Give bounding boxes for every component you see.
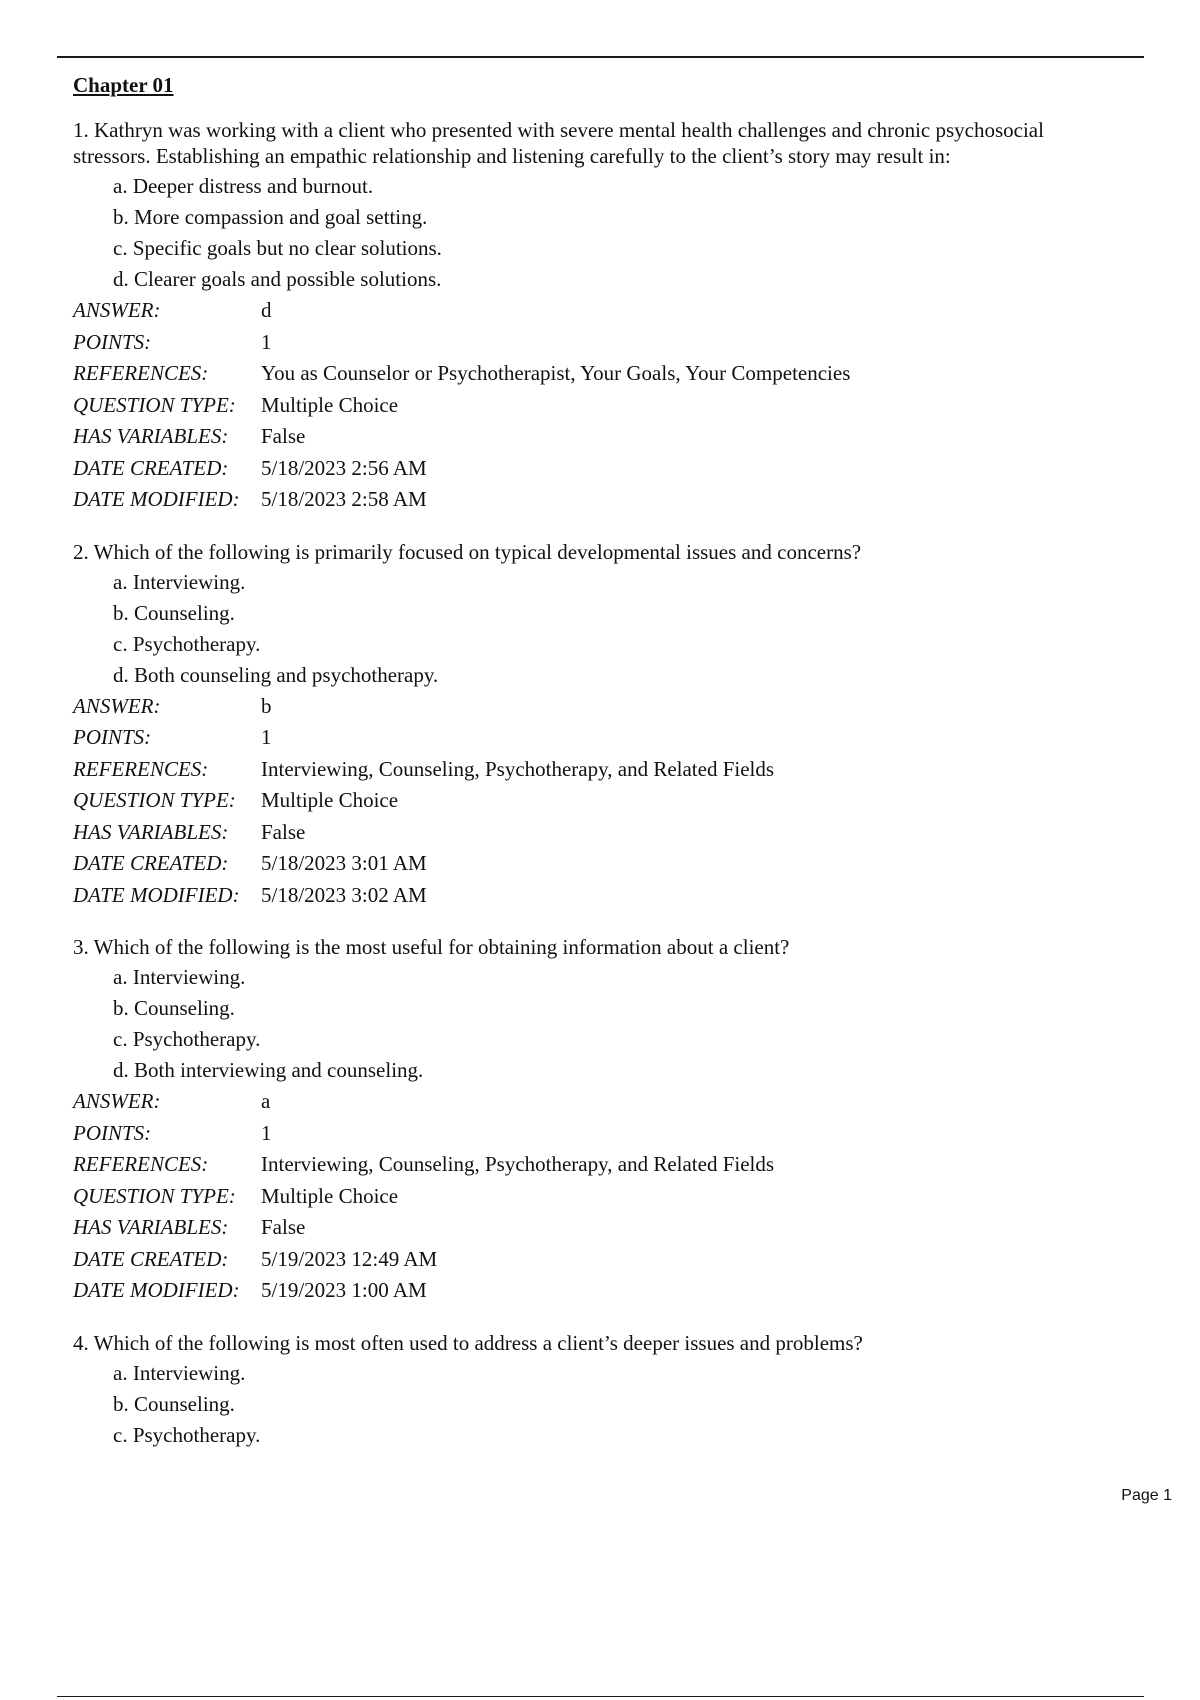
points-row <box>73 327 1113 359</box>
has-variables-label: HAS VARIABLES: <box>73 1215 229 1239</box>
points-value: 1 <box>261 1120 272 1145</box>
points-row <box>73 722 1113 754</box>
date-created-row <box>73 453 1113 485</box>
has-variables-value: False <box>261 1215 306 1239</box>
question-4 <box>73 1330 1113 1451</box>
question-stem: 3. Which of the following is the most useful for obtaining information about a client? <box>73 935 790 959</box>
date-modified-value: 5/18/2023 2:58 AM <box>261 487 427 511</box>
choice-c: c. Psychotherapy. <box>113 631 261 656</box>
has-variables-row <box>73 1212 1113 1244</box>
question-type-label: QUESTION TYPE: <box>73 392 236 417</box>
page-number: Page 1 <box>1121 1487 1172 1504</box>
date-modified-value: 5/19/2023 1:00 AM <box>261 1278 427 1302</box>
references-label: REFERENCES: <box>73 756 209 781</box>
answer-label: ANSWER: <box>73 298 161 322</box>
references-value: Interviewing, Counseling, Psychotherapy, and Related Fields <box>261 756 775 781</box>
question-stem: 2. Which of the following is primarily focused on typical developmental issues and concerns? <box>73 539 862 564</box>
date-created-label: DATE CREATED: <box>73 455 229 480</box>
choice-b: b. Counseling. <box>113 996 235 1020</box>
bottom-rule <box>57 1696 1144 1697</box>
question-type-row <box>73 785 1113 817</box>
answer-row <box>73 1086 1113 1118</box>
question-type-row <box>73 390 1113 422</box>
question-2 <box>73 539 1113 912</box>
question-1 <box>73 117 1113 516</box>
date-modified-row <box>73 880 1113 912</box>
has-variables-value: False <box>261 819 306 844</box>
choice-c: c. Psychotherapy. <box>113 1422 261 1447</box>
choice-a: a. Interviewing. <box>113 569 246 594</box>
question-type-value: Multiple Choice <box>261 1183 399 1208</box>
choice-list <box>73 171 1113 295</box>
date-created-label: DATE CREATED: <box>73 851 229 875</box>
question-type-label: QUESTION TYPE: <box>73 1183 236 1208</box>
points-label: POINTS: <box>73 329 152 354</box>
choice-d: d. Both counseling and psychotherapy. <box>113 662 439 687</box>
choice-c: c. Specific goals but no clear solutions. <box>113 236 442 260</box>
references-row <box>73 358 1113 390</box>
answer-value: b <box>261 693 272 718</box>
references-label: REFERENCES: <box>73 1152 209 1176</box>
has-variables-row <box>73 817 1113 849</box>
top-rule <box>57 56 1144 58</box>
choice-a: a. Deeper distress and burnout. <box>113 174 374 198</box>
answer-label: ANSWER: <box>73 693 161 718</box>
question-metadata <box>73 295 1113 516</box>
date-modified-row <box>73 1275 1113 1307</box>
choice-list <box>73 962 1113 1086</box>
choice-d: d. Both interviewing and counseling. <box>113 1058 424 1082</box>
question-type-label: QUESTION TYPE: <box>73 788 236 812</box>
points-value: 1 <box>261 725 272 749</box>
question-type-value: Multiple Choice <box>261 392 399 417</box>
points-value: 1 <box>261 329 272 354</box>
question-metadata <box>73 1086 1113 1307</box>
answer-value: d <box>261 298 272 322</box>
choice-d: d. Clearer goals and possible solutions. <box>113 267 442 291</box>
choice-list <box>73 567 1113 691</box>
answer-value: a <box>261 1089 271 1113</box>
choice-b: b. Counseling. <box>113 600 235 625</box>
date-created-value: 5/18/2023 2:56 AM <box>261 455 427 480</box>
choice-b: b. Counseling. <box>113 1391 235 1416</box>
question-3 <box>73 934 1113 1307</box>
date-modified-value: 5/18/2023 3:02 AM <box>261 882 427 907</box>
has-variables-row <box>73 421 1113 453</box>
has-variables-value: False <box>261 424 306 448</box>
answer-row <box>73 295 1113 327</box>
date-created-value: 5/19/2023 12:49 AM <box>261 1246 438 1271</box>
choice-b: b. More compassion and goal setting. <box>113 205 428 229</box>
date-created-value: 5/18/2023 3:01 AM <box>261 851 427 875</box>
references-value: Interviewing, Counseling, Psychotherapy, and Related Fields <box>261 1152 775 1176</box>
choice-c: c. Psychotherapy. <box>113 1027 261 1051</box>
chapter-title: Chapter 01 <box>73 73 174 97</box>
has-variables-label: HAS VARIABLES: <box>73 424 229 448</box>
date-modified-row <box>73 484 1113 516</box>
date-created-row <box>73 848 1113 880</box>
points-row <box>73 1118 1113 1150</box>
question-metadata <box>73 691 1113 912</box>
question-type-value: Multiple Choice <box>261 788 399 812</box>
references-value: You as Counselor or Psychotherapist, Your Goals, Your Competencies <box>261 361 851 385</box>
has-variables-label: HAS VARIABLES: <box>73 819 229 844</box>
points-label: POINTS: <box>73 1120 152 1145</box>
answer-row <box>73 691 1113 723</box>
date-modified-label: DATE MODIFIED: <box>73 1278 240 1302</box>
question-stem: 4. Which of the following is most often used to address a client’s deeper issues and problems? <box>73 1330 863 1355</box>
answer-label: ANSWER: <box>73 1089 161 1113</box>
question-type-row <box>73 1181 1113 1213</box>
choice-a: a. Interviewing. <box>113 1360 246 1385</box>
date-created-row <box>73 1244 1113 1276</box>
references-label: REFERENCES: <box>73 361 209 385</box>
points-label: POINTS: <box>73 725 152 749</box>
question-stem: 1. Kathryn was working with a client who presented with severe mental health challenges and chronic psychosocial stressors. Establishing an empathic relationship and listening carefully to the client’s story may result in: <box>73 118 1044 168</box>
document-body <box>73 71 1113 1474</box>
choice-a: a. Interviewing. <box>113 965 246 989</box>
date-created-label: DATE CREATED: <box>73 1246 229 1271</box>
references-row <box>73 754 1113 786</box>
date-modified-label: DATE MODIFIED: <box>73 487 240 511</box>
references-row <box>73 1149 1113 1181</box>
choice-list <box>73 1358 1113 1451</box>
date-modified-label: DATE MODIFIED: <box>73 882 240 907</box>
